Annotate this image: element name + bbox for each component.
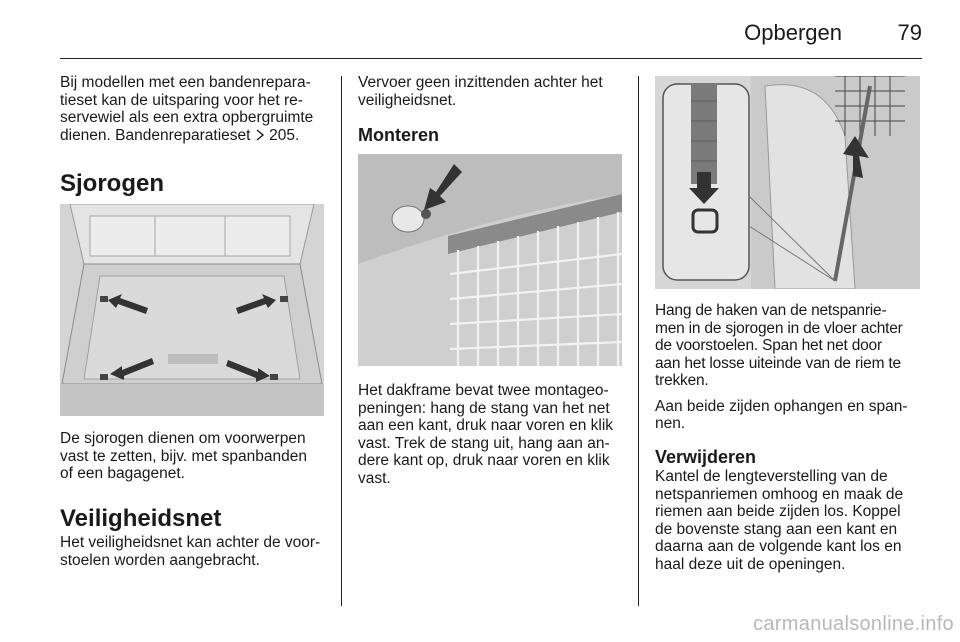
column-3-text: [655, 302, 925, 433]
page-title: Opbergen: [744, 20, 842, 45]
veiligheidsnet-description: [60, 534, 332, 569]
text-line: riemen aan beide zijden los. Koppel: [655, 503, 901, 520]
text-line: tieset kan de uitsparing voor het re-: [60, 91, 303, 109]
text-line: de bovenste stang aan een kant en: [655, 520, 898, 538]
text-line: Het veiligheidsnet kan achter de voor-: [60, 534, 321, 551]
monteren-description: [358, 382, 626, 487]
text-line: de voorstoelen. Span het net door: [655, 337, 882, 354]
page-number: 79: [897, 20, 922, 45]
text-line: trekken.: [655, 372, 709, 389]
text-line: Bij modellen met een bandenrepara-: [60, 74, 311, 91]
heading-sjorogen: Sjorogen: [60, 170, 165, 197]
text-line: haal deze uit de openingen.: [655, 555, 846, 573]
text-line: vast.: [358, 469, 391, 487]
text-line: De sjorogen dienen om voorwerpen: [60, 430, 306, 447]
text-line: netspanriemen omhoog en maak de: [655, 485, 904, 503]
column-divider-1: [341, 76, 342, 606]
text-line: veiligheidsnet.: [358, 91, 457, 109]
text-line: servewiel als een extra opbergruimte: [60, 109, 314, 126]
safety-net-mounting-illustration: [358, 154, 622, 366]
text-line: vast te zetten, bijv. met spanbanden: [60, 447, 308, 465]
text-line: daarna aan de volgende kant los en: [655, 538, 902, 555]
net-strap-hook-illustration: [655, 76, 920, 289]
page-reference-link[interactable]: 205.: [269, 126, 300, 144]
heading-veiligheidsnet: Veiligheidsnet: [60, 505, 222, 532]
text-line: of een bagagenet.: [60, 465, 185, 482]
text-line: Aan beide zijden ophangen en span-: [655, 397, 908, 415]
text-line: Hang de haken van de netspanrie-: [655, 302, 887, 319]
text-line: dienen. Bandenreparatieset: [60, 126, 251, 144]
column-divider-2: [638, 76, 639, 606]
text-line: vast. Trek de stang uit, hang aan an-: [358, 434, 610, 452]
heading-monteren: Monteren: [358, 125, 439, 145]
cross-reference-arrow-icon: [255, 128, 265, 140]
text-line: stoelen worden aangebracht.: [60, 551, 260, 569]
text-line: nen.: [655, 415, 686, 432]
text-line: Kantel de lengteverstelling van de: [655, 468, 888, 485]
trunk-lashing-eyes-illustration: [60, 204, 324, 416]
text-line: Vervoer geen inzittenden achter het: [358, 74, 603, 91]
text-line: men in de sjorogen in de vloer achter: [655, 319, 903, 337]
text-line: peningen: hang de stang van het net: [358, 399, 610, 417]
verwijderen-description: [655, 468, 923, 573]
sjorogen-description: [60, 430, 328, 483]
heading-verwijderen: Verwijderen: [655, 447, 757, 467]
text-line: dere kant op, druk naar voren en klik: [358, 452, 610, 469]
text-line: aan het losse uiteinde van de riem te: [655, 354, 901, 372]
watermark: carmanualsonline.info: [753, 613, 954, 635]
column-2-intro: [358, 74, 626, 109]
text-line: Het dakframe bevat twee montageo-: [358, 382, 609, 399]
intro-paragraph: [60, 74, 328, 144]
page-header: [60, 14, 922, 58]
header-rule: [60, 58, 922, 59]
column-1: [60, 74, 328, 144]
text-line: aan een kant, druk naar voren en klik: [358, 417, 614, 434]
